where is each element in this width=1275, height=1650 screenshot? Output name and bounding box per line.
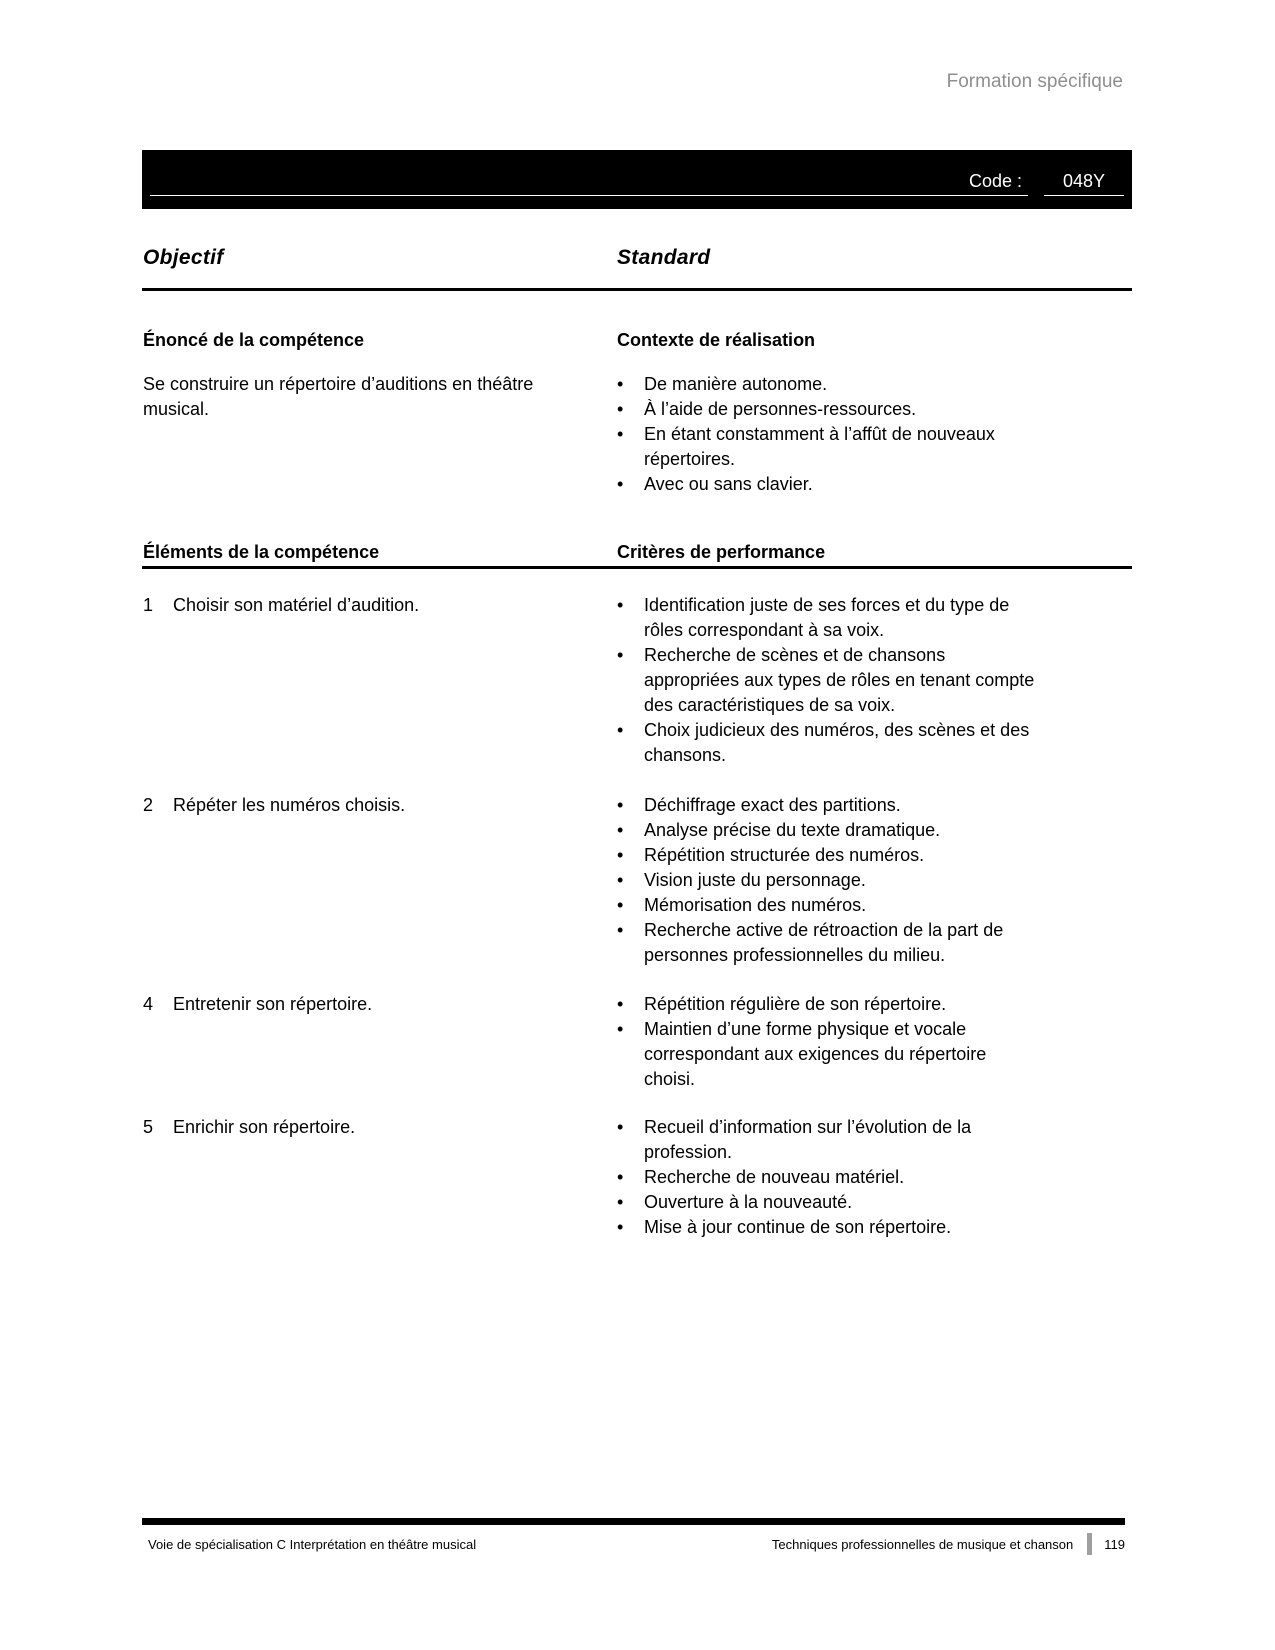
bullet-icon: • (617, 994, 624, 1014)
bullet-icon: • (617, 1217, 624, 1237)
footer-rule (142, 1518, 1125, 1525)
bullet-item (617, 1115, 1040, 1165)
item-label: Enrichir son répertoire. (173, 1117, 356, 1137)
bullet-item (617, 1215, 1040, 1240)
item-label: Répéter les numéros choisis. (173, 795, 406, 815)
bullet-item (617, 868, 1040, 893)
footer-right-text: Techniques professionnelles de musique et chanson (771, 1536, 1074, 1552)
bullet-item (617, 422, 1077, 472)
criteria-list (617, 593, 1040, 768)
bullet-item (617, 992, 1040, 1017)
heading-elements-competence: Éléments de la compétence (143, 542, 380, 562)
bullet-icon: • (617, 870, 624, 890)
code-value: 048Y (1062, 171, 1106, 191)
bullet-text: Déchiffrage exact des partitions. (644, 795, 901, 815)
code-underline-short (1044, 171, 1124, 196)
bullet-item (617, 593, 1040, 643)
heading-enonce-competence: Énoncé de la compétence (143, 330, 365, 350)
bullet-icon: • (617, 374, 624, 394)
bullet-item (617, 1190, 1040, 1215)
bullet-text: Ouverture à la nouveauté. (644, 1192, 853, 1212)
column-title-objectif: Objectif (143, 246, 224, 269)
bullet-text: À l’aide de personnes-ressources. (644, 399, 917, 419)
item-label: Entretenir son répertoire. (173, 994, 373, 1014)
bullet-item (617, 818, 1040, 843)
bullet-icon: • (617, 424, 624, 444)
bullet-text: Analyse précise du texte dramatique. (644, 820, 941, 840)
bullet-icon: • (617, 1019, 624, 1039)
item-number: 4 (143, 994, 154, 1014)
competency-statement: Se construire un répertoire d’auditions en théâtre musical. (143, 374, 534, 419)
bullet-text: Choix judicieux des numéros, des scènes et des chansons. (644, 720, 1030, 765)
running-head: Formation spécifique (946, 71, 1123, 92)
footer (142, 1531, 1125, 1557)
bullet-text: Mémorisation des numéros. (644, 895, 867, 915)
item-left-cell (143, 1115, 603, 1140)
bullet-text: Identification juste de ses forces et du type de rôles correspondant à sa voix. (644, 595, 1010, 640)
column-title-standard: Standard (617, 246, 711, 269)
bullet-item (617, 1165, 1040, 1190)
bullet-text: De manière autonome. (644, 374, 828, 394)
bullet-text: En étant constamment à l’affût de nouveaux répertoires. (644, 424, 995, 469)
item-left-cell (143, 593, 603, 618)
code-label: Code : (968, 171, 1022, 191)
bullet-text: Avec ou sans clavier. (644, 474, 813, 494)
criteria-list (617, 1115, 1040, 1240)
bullet-item (617, 718, 1040, 768)
item-number: 1 (143, 595, 154, 615)
item-number: 2 (143, 795, 154, 815)
heading-criteres-performance: Critères de performance (617, 542, 826, 562)
bullet-item (617, 372, 1077, 397)
bullet-item (617, 643, 1040, 718)
item-label: Choisir son matériel d’audition. (173, 595, 420, 615)
bullet-text: Maintien d’une forme physique et vocale correspondant aux exigences du répertoire choisi. (644, 1019, 987, 1089)
heading-contexte-realisation: Contexte de réalisation (617, 330, 816, 350)
bullet-icon: • (617, 845, 624, 865)
bullet-icon: • (617, 820, 624, 840)
criteria-list (617, 992, 1040, 1092)
bullet-icon: • (617, 720, 624, 740)
bullet-icon: • (617, 645, 624, 665)
context-bullet-list (617, 372, 1077, 497)
bullet-item (617, 918, 1040, 968)
criteria-list (617, 793, 1040, 968)
bullet-icon: • (617, 895, 624, 915)
bullet-icon: • (617, 1167, 624, 1187)
footer-page-number: 119 (1104, 1536, 1125, 1552)
bullet-icon: • (617, 474, 624, 494)
footer-left-text: Voie de spécialisation C Interprétation en théâtre musical (148, 1536, 477, 1552)
bullet-text: Répétition régulière de son répertoire. (644, 994, 947, 1014)
bullet-item (617, 893, 1040, 918)
section-divider-top (142, 288, 1132, 291)
bullet-text: Recherche de nouveau matériel. (644, 1167, 905, 1187)
bullet-icon: • (617, 920, 624, 940)
bullet-text: Mise à jour continue de son répertoire. (644, 1217, 952, 1237)
bullet-item (617, 1017, 1040, 1092)
section-divider-middle (142, 566, 1132, 569)
bullet-text: Vision juste du personnage. (644, 870, 866, 890)
bullet-text: Recherche active de rétroaction de la part de personnes professionnelles du milieu. (644, 920, 1004, 965)
bullet-item (617, 472, 1077, 497)
item-left-cell (143, 793, 603, 818)
code-bar (142, 150, 1132, 209)
bullet-icon: • (617, 1117, 624, 1137)
bullet-text: Répétition structurée des numéros. (644, 845, 925, 865)
bullet-item (617, 843, 1040, 868)
bullet-text: Recherche de scènes et de chansons appropriées aux types de rôles en tenant compte des caractéristiques de sa voix. (644, 645, 1035, 715)
bullet-icon: • (617, 1192, 624, 1212)
bullet-text: Recueil d’information sur l’évolution de la profession. (644, 1117, 972, 1162)
item-number: 5 (143, 1117, 154, 1137)
item-left-cell (143, 992, 603, 1017)
bullet-item (617, 397, 1077, 422)
bullet-icon: • (617, 795, 624, 815)
bullet-icon: • (617, 399, 624, 419)
footer-separator (1087, 1533, 1092, 1555)
bullet-item (617, 793, 1040, 818)
bullet-icon: • (617, 595, 624, 615)
code-underline-long (150, 171, 1028, 196)
